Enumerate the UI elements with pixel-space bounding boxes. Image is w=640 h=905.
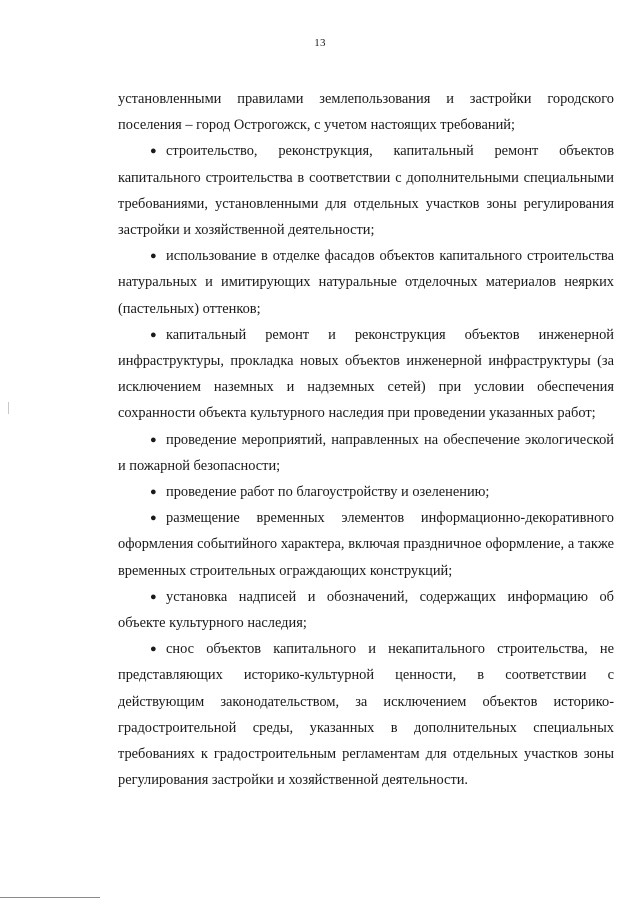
page-number: 13 [314,37,326,49]
list-item-text: строительство, реконструкция, капитальный ремонт объектов капитального строительства в соответствии с дополнительными специальными требованиями, установленными для отдельных участков зоны регулирования застройки и хозяйственной деятельности; [118,143,614,239]
bullet-icon: ● [150,590,157,603]
list-item [118,243,614,322]
list-item-text: установка надписей и обозначений, содержащих информацию об объекте культурного наследия; [118,588,614,632]
bullet-icon: ● [150,486,157,499]
list-item-text: использование в отделке фасадов объектов капитального строительства натуральных и имитирующих натуральные отделочных материалов неярких (пастельных) оттенков; [118,248,614,317]
list-item [118,505,614,584]
bullet-icon: ● [150,145,157,158]
list-item [118,584,614,636]
bullet-icon: ● [150,643,157,656]
bullet-icon: ● [150,433,157,446]
bullet-icon: ● [150,512,157,525]
bullet-icon: ● [150,328,157,341]
list-item-text: проведение работ по благоустройству и озеленению; [166,484,490,501]
bullet-icon: ● [150,250,157,263]
list-item-text: проведение мероприятий, направленных на обеспечение экологической и пожарной безопасности; [118,431,614,474]
footer-rule [0,897,100,898]
list-item [118,427,614,479]
document-body [118,86,614,793]
paragraph-continuation [118,86,614,138]
list-item [118,636,614,793]
list-item-text: капитальный ремонт и реконструкция объектов инженерной инфраструктуры, прокладка новых объектов инженерной инфраструктуры (за исключением наземных и надземных сетей) при условии обеспечения сохранности объекта культурного наследия при проведении указанных работ; [118,326,614,422]
list-item-text: снос объектов капитального и некапитального строительства, не представляющих историко-культурной ценности, в соответствии с действующим законодательством, за исключением объектов историко-градостроительной среды, указанных в дополнительных специальных требованиях к градостроительным регламентам для отдельных участков зоны регулирования застройки и хозяйственной деятельности. [118,641,614,789]
scan-mark [8,402,9,414]
list-item [118,322,614,427]
list-item-text: размещение временных элементов информационно-декоративного оформления событийного характера, включая праздничное оформление, а также временных строительных ограждающих конструкций; [118,510,614,579]
list-item [118,479,614,505]
paragraph-text: установленными правилами землепользования и застройки городского поселения – город Острогожск, с учетом настоящих требований; [118,91,614,134]
list-item [118,138,614,243]
